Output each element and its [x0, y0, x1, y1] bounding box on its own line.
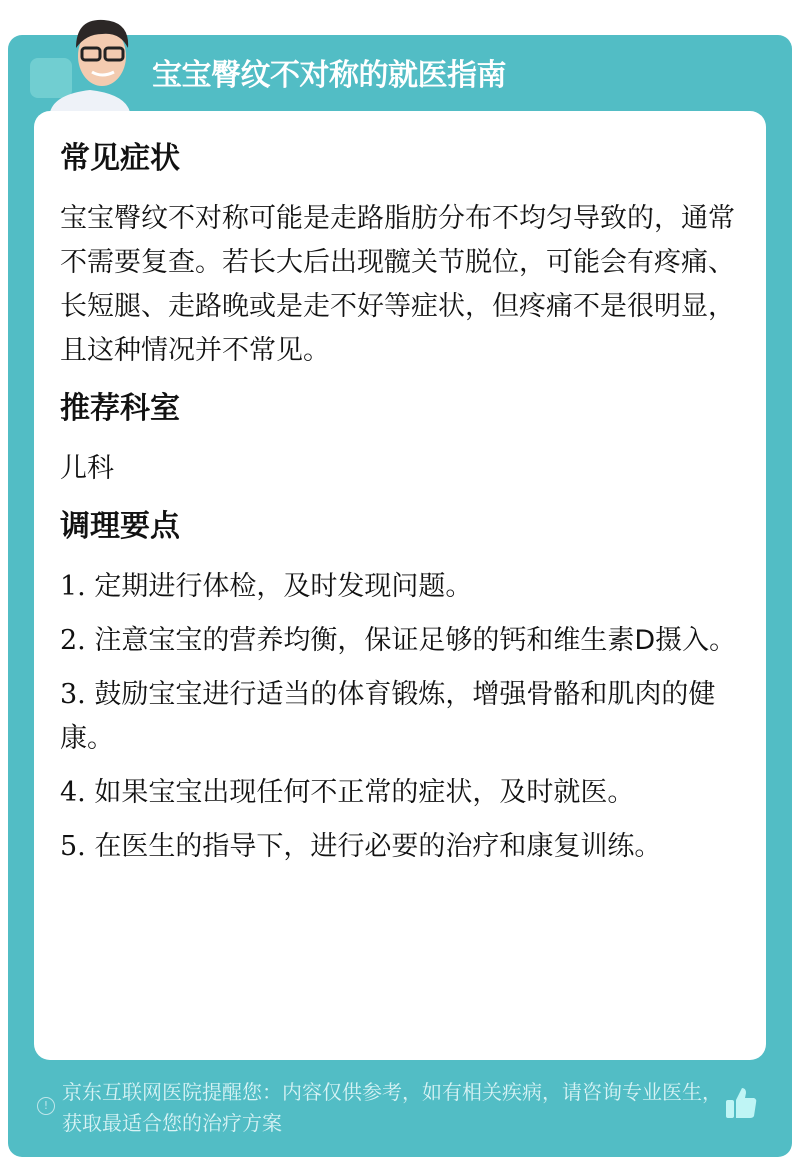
list-item [60, 771, 740, 815]
symptoms-heading: 常见症状 [60, 141, 180, 176]
doctor-avatar-icon [30, 8, 160, 112]
item-text: 如果宝宝出现任何不正常的症状，及时就医。 [94, 777, 635, 808]
list-item [60, 825, 740, 869]
item-text: 在医生的指导下，进行必要的治疗和康复训练。 [94, 831, 662, 862]
item-number: 4. [60, 777, 86, 808]
symptoms-text: 宝宝臀纹不对称可能是走路脂肪分布不均匀导致的，通常不需要复查。若长大后出现髋关节脱位，可能会有疼痛、长短腿、走路晚或是走不好等症状，但疼痛不是很明显，且这种情况并不常见。 [60, 203, 735, 366]
item-text: 定期进行体检，及时发现问题。 [94, 571, 473, 602]
item-text: 注意宝宝的营养均衡，保证足够的钙和维生素D摄入。 [94, 625, 737, 656]
item-number: 2. [60, 625, 86, 656]
department-text: 儿科 [60, 453, 114, 484]
content-card [34, 111, 766, 1060]
item-number: 1. [60, 571, 86, 602]
page-title: 宝宝臀纹不对称的就医指南 [152, 58, 506, 93]
thumbs-up-icon[interactable] [724, 1086, 758, 1120]
item-number: 3. [60, 679, 86, 710]
disclaimer-text: 京东互联网医院提醒您：内容仅供参考，如有相关疾病，请咨询专业医生，获取最适合您的治疗方案 [62, 1080, 722, 1135]
department-heading: 推荐科室 [60, 391, 180, 426]
item-number: 5. [60, 831, 86, 862]
care-list [60, 565, 740, 869]
list-item [60, 565, 740, 609]
list-item [60, 673, 740, 761]
info-icon: ! [37, 1097, 55, 1115]
item-text: 鼓励宝宝进行适当的体育锻炼，增强骨骼和肌肉的健康。 [60, 679, 716, 754]
list-item [60, 619, 740, 663]
care-heading: 调理要点 [60, 509, 180, 544]
